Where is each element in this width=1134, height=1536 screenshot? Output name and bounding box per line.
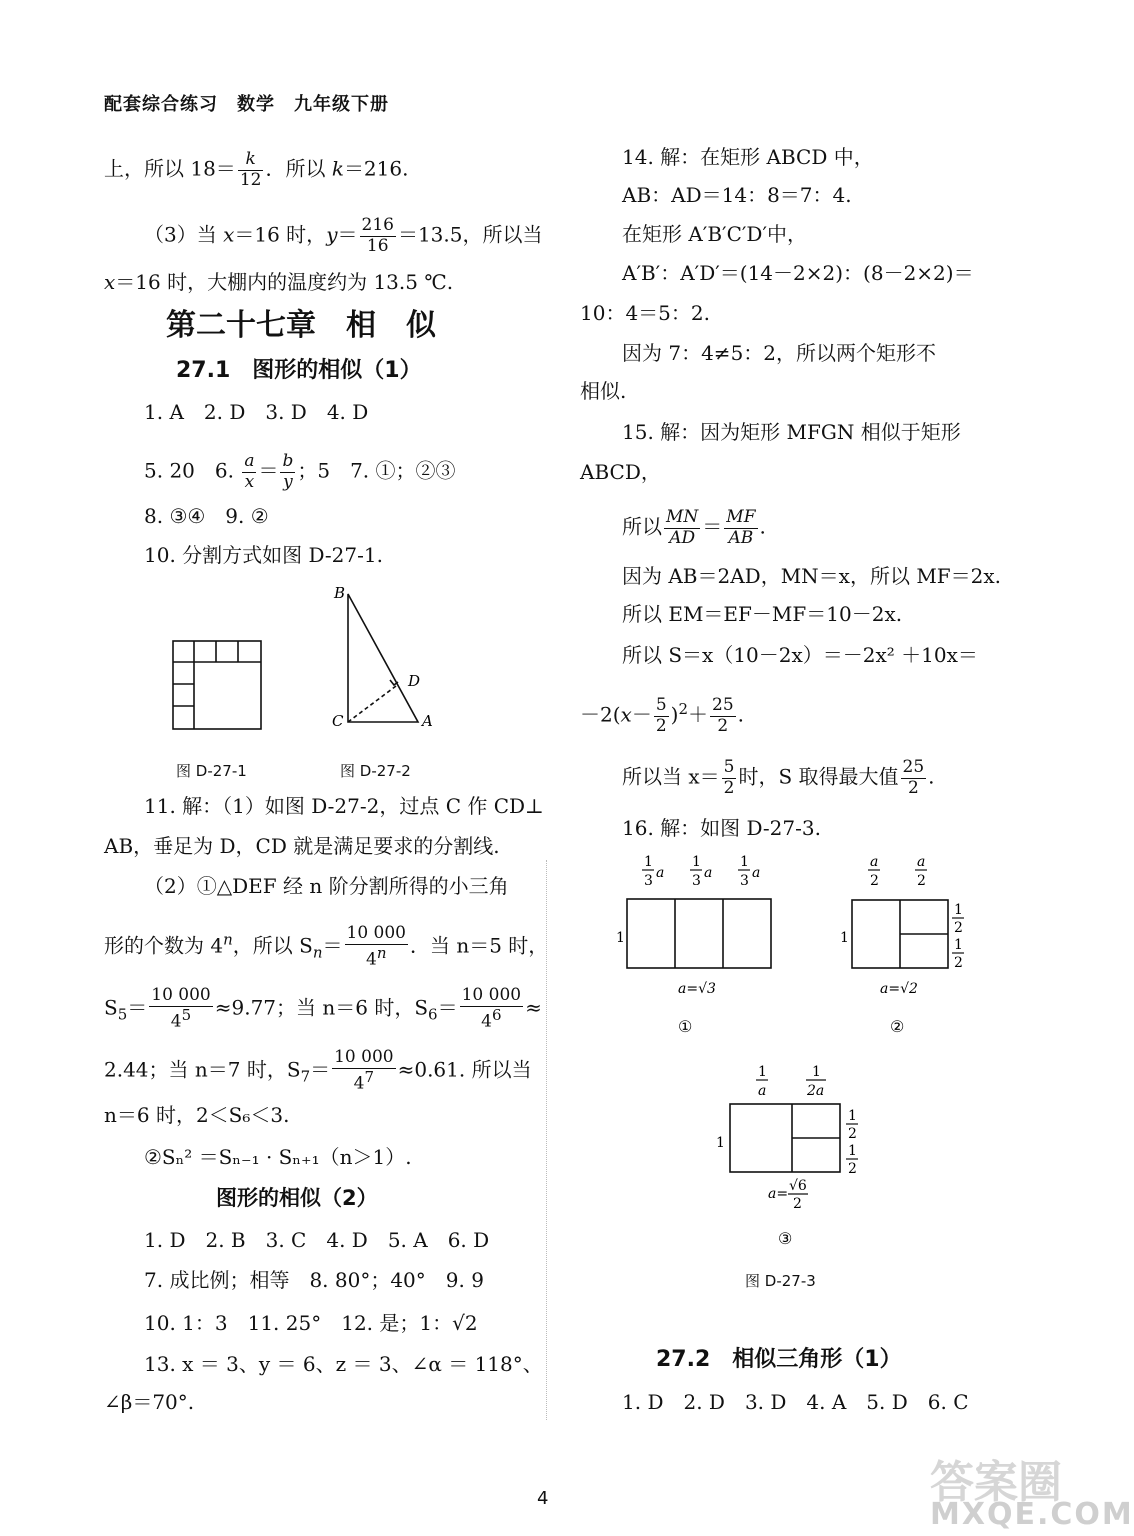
line-l2: （3）当 x＝16 时，y＝ $\frac{216}{16}$ ＝13.5，所以当 [144,215,543,256]
answer-10: 10. 分割方式如图 D-27-1. [144,543,383,567]
section-title-27-1: 27.1 图形的相似（1） [176,358,422,383]
label-a-3: a [752,865,761,881]
label-half-den-4: 2 [954,955,963,971]
q11-line8: ②Sₙ² ＝Sₙ₋₁ · Sₙ₊₁（n＞1）. [144,1145,412,1169]
fraction-5-2: $\frac{5}{2}$ [655,695,667,736]
answers-5-7: 5. 20 6. $\frac{a}{x}$ ＝ $\frac{b}{y}$ ；5 7. ①；②③ [144,451,456,492]
label-half-den-1: 2 [870,873,879,889]
label-half-a-num-1: a [870,854,879,870]
fraction-25-2: $\frac{25}{2}$ [712,695,734,736]
watermark-url: MXQE.COM [930,1497,1134,1532]
fraction-216-16: $\frac{216}{16}$ [361,215,394,256]
label-a-sqrt2: a=√2 [880,981,918,997]
label-half-den-5: 2 [848,1126,857,1142]
label-third-den-1: 3 [644,873,653,889]
chapter-title: 第二十七章 相 似 [166,308,436,343]
fraction-mn-ad: $\frac{MN}{AD}$ [666,507,699,548]
vertex-a-label: A [422,712,433,730]
vertex-b-label: B [334,584,346,602]
label-circled-1: ① [678,1017,693,1036]
q14-line7: 相似. [580,379,627,403]
section-title-similar-2: 图形的相似（2） [216,1186,378,1210]
label-sqrt6-den: 2 [793,1196,802,1212]
q15-line6: 所以 S＝x（10－2x）＝－2x² ＋10x＝ [622,643,978,667]
section-title-27-2: 27.2 相似三角形（1） [656,1347,902,1372]
label-half-num-3: 1 [848,1108,857,1124]
q15-line3: 所以 $\frac{MN}{AD}$ ＝ $\frac{MF}{AB}$ . [622,507,766,548]
q14-line2: AB：AD＝14：8＝7：4. [622,183,852,207]
label-circled-3: ③ [778,1229,793,1248]
label-a-sqrt3: a=√3 [678,981,716,997]
label-half-den-3: 2 [954,920,963,936]
point-d-label: D [408,672,421,690]
label-side-1c: 1 [716,1135,725,1151]
q14-line4: A′B′：A′D′＝(14－2×2)：(8－2×2)＝ [622,261,974,285]
label-third-den-2: 3 [692,873,701,889]
q15-line4: 因为 AB＝2AD，MN＝x，所以 MF＝2x. [622,564,1002,588]
fraction-k-12: $\frac{k}{12}$ [239,149,262,190]
label-inv-2a-den: 2a [807,1083,825,1099]
label-half-num-2: 1 [954,937,963,953]
label-half-a-num-2: a [917,854,926,870]
answers-10-12: 10. 1：3 11. 25° 12. 是；1：√2 [144,1311,478,1335]
q15-line7: －2(x－ $\frac{5}{2}$ )$^2$＋ $\frac{25}{2}$ . [580,695,745,736]
q11-line1: 11. 解：（1）如图 D-27-2，过点 C 作 CD⊥ [144,794,544,818]
q14-line3: 在矩形 A′B′C′D′中， [622,222,807,246]
answers-27-2: 1. D 2. D 3. D 4. A 5. D 6. C [622,1390,969,1414]
q14-line6: 因为 7：4≠5：2，所以两个矩形不 [622,341,937,365]
q11-line5: $S_5=$ $\frac{10 000}{4^5}$ ≈9.77；当 n＝6 时，$S_6=$ $\frac{10 000}{4^6}$ ≈ [104,985,542,1032]
q11-line3: （2）①△DEF 经 n 阶分割所得的小三角 [144,874,509,898]
page-number: 4 [537,1488,549,1509]
label-side-1: 1 [616,930,625,946]
figure-caption-d-27-1: 图 D-27-1 [176,762,247,780]
fraction-a-x: $\frac{a}{x}$ [244,451,255,492]
figure-caption-d-27-3: 图 D-27-3 [745,1272,816,1290]
fraction-5-2-b: $\frac{5}{2}$ [723,757,735,798]
q15-line2: ABCD， [580,460,661,484]
q15-line1: 15. 解：因为矩形 MFGN 相似于矩形 [622,420,961,444]
label-half-num-4: 1 [848,1143,857,1159]
label-a-2: a [704,865,713,881]
q11-line6: 2.44；当 n＝7 时，$S_7=$ $\frac{10 000}{4^7}$ ≈0.61. 所以当 [104,1047,532,1094]
label-half-num-1: 1 [954,902,963,918]
vertex-c-label: C [332,712,344,730]
column-separator [546,860,547,1420]
page-header: 配套综合练习 数学 九年级下册 [104,94,389,115]
fraction-10000-47: $\frac{10 000}{4^7}$ [334,1047,394,1094]
label-half-den-6: 2 [848,1161,857,1177]
answers-1-6: 1. D 2. B 3. C 4. D 5. A 6. D [144,1228,490,1252]
label-inv-2a-num: 1 [812,1064,821,1080]
line-l3: x＝16 时，大棚内的温度约为 13.5 ℃. [104,270,454,294]
answers-8-9: 8. ③④ 9. ② [144,504,269,528]
figure-d-27-3-part1 [610,852,790,1042]
q14-line1: 14. 解：在矩形 ABCD 中， [622,145,874,169]
figure-caption-d-27-2: 图 D-27-2 [340,762,411,780]
q11-line2: AB，垂足为 D，CD 就是满足要求的分割线. [104,834,500,858]
label-side-1b: 1 [840,930,849,946]
fraction-10000-46: $\frac{10 000}{4^6}$ [461,985,522,1032]
label-inv-a-num: 1 [758,1064,767,1080]
label-a-eq: a= [768,1186,789,1202]
q13-line2: ∠β＝70°. [104,1390,195,1414]
label-a-1: a [656,865,665,881]
q15-line8: 所以当 x＝ $\frac{5}{2}$ 时，S 取得最大值 $\frac{25}{2}$ . [622,757,935,798]
label-half-den-2: 2 [917,873,926,889]
q11-line4: 形的个数为 4$^n$，所以 $S_n=$ $\frac{10 000}{4^n}$ ．当 n＝5 时， [104,923,549,970]
label-third-num-2: 1 [692,854,701,870]
watermark-logo: 答案圈 [930,1457,1062,1508]
answers-7-9: 7. 成比例；相等 8. 80°；40° 9. 9 [144,1268,484,1292]
q14-line5: 10：4＝5：2. [580,301,710,325]
label-circled-2: ② [890,1017,905,1036]
figure-d-27-3-part2 [836,852,986,1042]
fraction-mf-ab: $\frac{MF}{AB}$ [726,507,756,548]
q11-line7: n＝6 时，2＜S₆＜3. [104,1103,290,1127]
line-l1: 上，所以 18＝ $\frac{k}{12}$ ．所以 k＝216. [104,149,409,190]
q15-line5: 所以 EM＝EF－MF＝10－2x. [622,602,903,626]
label-third-num-3: 1 [740,854,749,870]
label-sqrt6: √6 [789,1178,807,1194]
fraction-10000-45: $\frac{10 000}{4^5}$ [151,985,211,1032]
q13-line1: 13. x ＝ 3、y ＝ 6、z ＝ 3、∠α ＝ 118°、 [144,1352,543,1376]
label-third-den-3: 3 [740,873,749,889]
figure-d-27-3-part3 [710,1062,880,1252]
fraction-25-2-b: $\frac{25}{2}$ [902,757,925,798]
q16-line1: 16. 解：如图 D-27-3. [622,816,821,840]
figure-d-27-1 [172,640,262,730]
fraction-10000-4n: $\frac{10 000}{4^n}$ [346,923,406,970]
answers-1-4: 1. A 2. D 3. D 4. D [144,400,369,424]
label-third-num-1: 1 [644,854,653,870]
label-inv-a-den: a [758,1083,767,1099]
fraction-b-y: $\frac{b}{y}$ [282,451,294,492]
figure-d-27-2 [330,582,450,732]
